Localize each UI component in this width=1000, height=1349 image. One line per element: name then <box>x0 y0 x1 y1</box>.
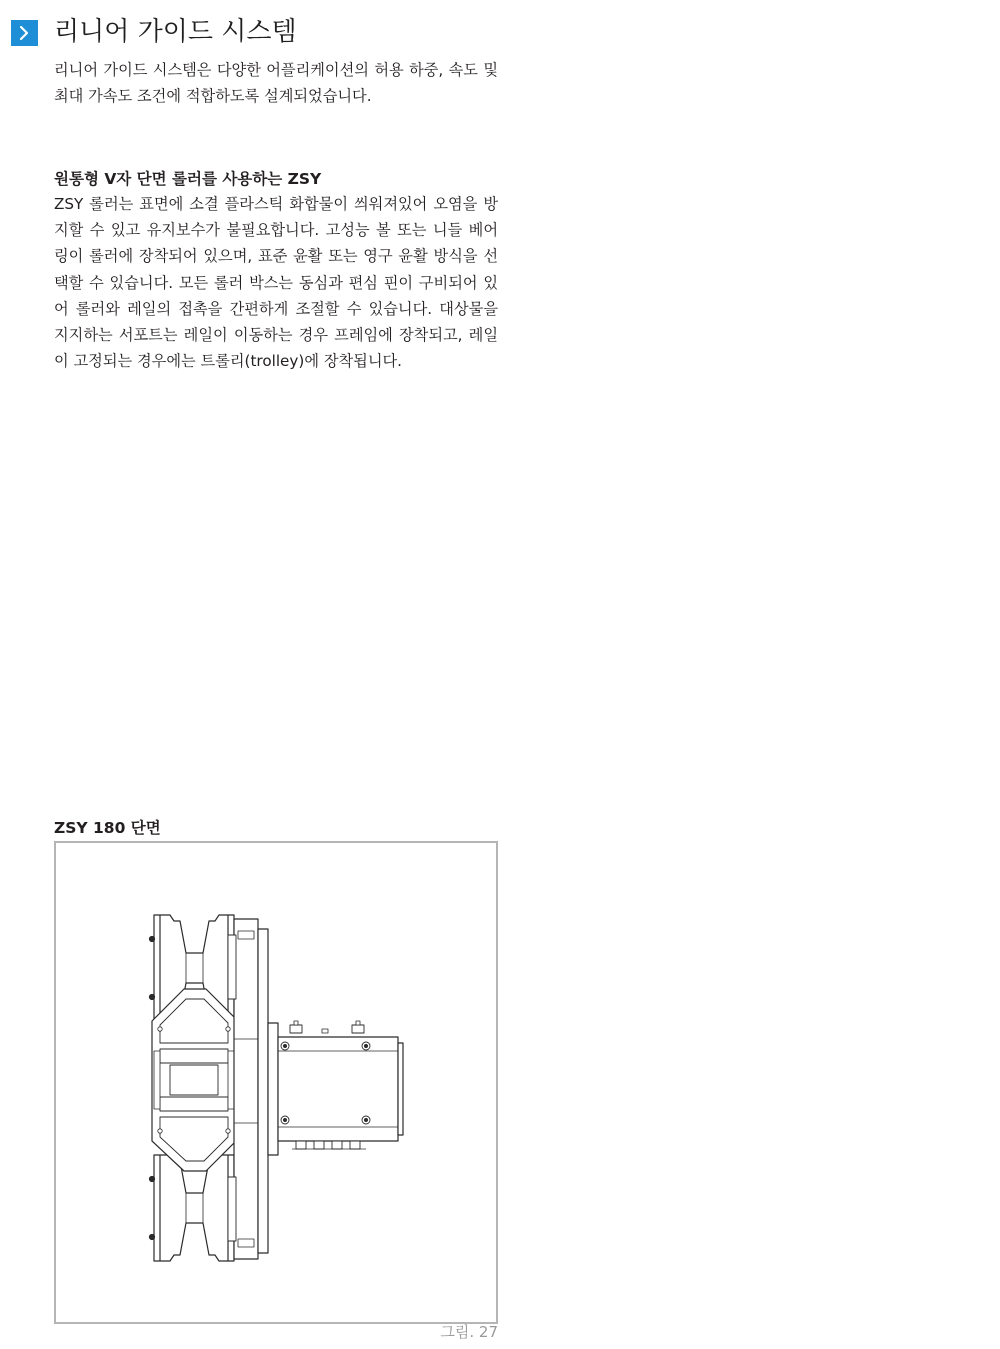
intro-paragraph: 리니어 가이드 시스템은 다양한 어플리케이션의 허용 하중, 속도 및 최대 가속도 조건에 적합하도록 설계되었습니다. <box>54 61 498 105</box>
housing-block <box>278 1037 398 1141</box>
zsy-description: ZSY 롤러는 표면에 소결 플라스틱 화합물이 씌워져있어 오염을 방지할 수 있고 유지보수가 불필요합니다. 고성능 볼 또는 니들 베어링이 롤러에 장착되어 있으며, 표준 윤활 또는 영구 윤활 방식을 선택할 수 있습니다. 모든 롤러 박스는 동심과 편심 핀이 구비되어 있어 롤러와 레일의 접촉을 간편하게 조절할 수 있습니다. 대상물을 지지하는 서포트는 레일이 이동하는 경우 프레임에 장착되고, 레일이 고정되는 경우에는 트롤리(trolley)에 장착됩니다. <box>54 195 498 371</box>
figure-caption: 그림. 27 <box>440 1323 498 1341</box>
zsy-heading: 원통형 V자 단면 롤러를 사용하는 ZSY <box>54 170 322 188</box>
roller-box <box>234 919 258 1259</box>
page-title: 리니어 가이드 시스템 <box>54 17 297 47</box>
carriage-plate <box>258 929 268 1253</box>
section-marker <box>11 20 38 46</box>
zsy-180-cross-section-drawing <box>56 843 496 1322</box>
chevron-right-icon <box>11 20 38 46</box>
figure-title: ZSY 180 단면 <box>54 819 161 837</box>
figure-frame <box>54 841 498 1324</box>
